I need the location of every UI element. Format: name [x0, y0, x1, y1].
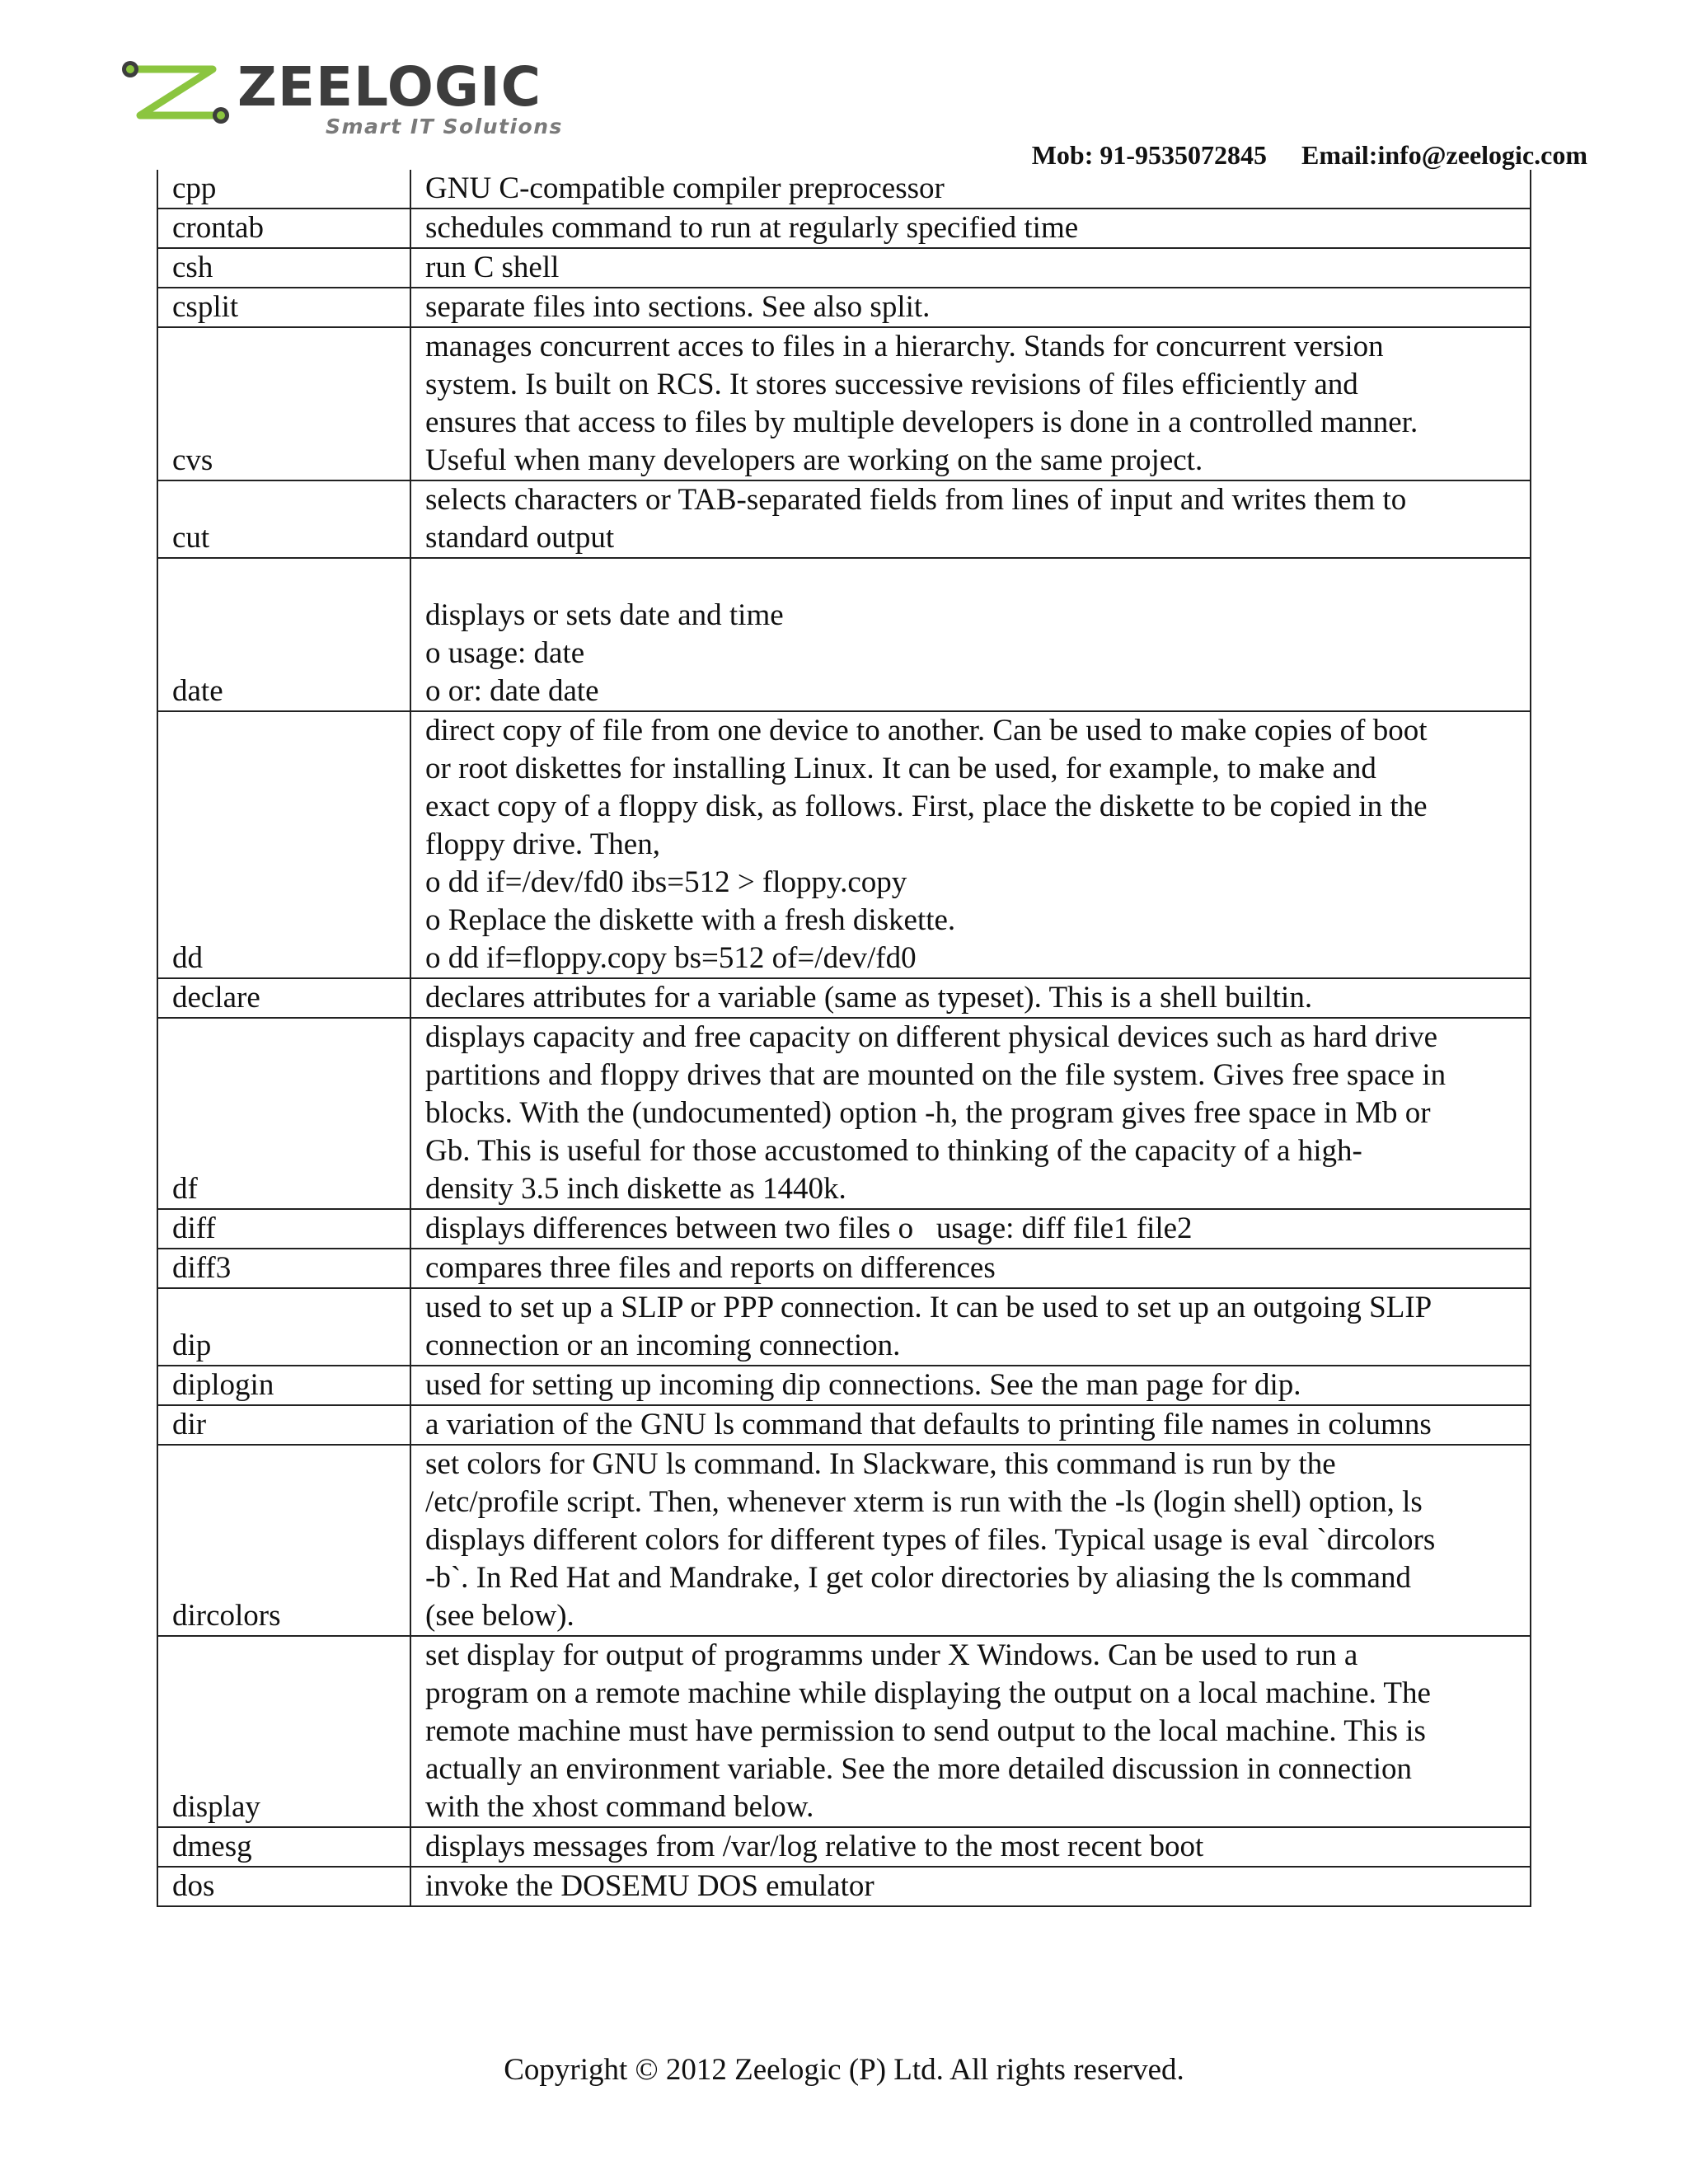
- description-line: exact copy of a floppy disk, as follows. First, place the diskette to be copied in the: [425, 790, 1428, 823]
- command-name: date: [157, 558, 410, 711]
- command-name: diff: [157, 1209, 410, 1249]
- command-description: [410, 978, 1531, 1018]
- zeelogic-logo-graphic: [115, 48, 610, 143]
- description-line: set colors for GNU ls command. In Slackware, this command is run by the: [425, 1447, 1336, 1481]
- command-description: [410, 1405, 1531, 1445]
- description-line: standard output: [425, 521, 615, 555]
- contact-info: [1032, 140, 1587, 171]
- command-description: [410, 170, 1531, 209]
- email-address: Email:info@zeelogic.com: [1301, 140, 1587, 170]
- command-description: [410, 1209, 1531, 1249]
- command-name: cut: [157, 480, 410, 558]
- command-name: cvs: [157, 327, 410, 480]
- command-description: [410, 1445, 1531, 1636]
- description-line: or root diskettes for installing Linux. It can be used, for example, to make and: [425, 752, 1376, 785]
- command-description: [410, 558, 1531, 711]
- description-line: set display for output of programms under X Windows. Can be used to run a: [425, 1638, 1358, 1672]
- table-row: [157, 1366, 1531, 1405]
- command-name: diplogin: [157, 1366, 410, 1405]
- table-row: [157, 170, 1531, 209]
- description-line: Useful when many developers are working on the same project.: [425, 443, 1203, 477]
- description-line: blocks. With the (undocumented) option -h, the program gives free space in Mb or: [425, 1096, 1431, 1130]
- command-description: [410, 248, 1531, 288]
- command-description: [410, 327, 1531, 480]
- description-line: o Replace the diskette with a fresh diskette.: [425, 903, 956, 937]
- logo-tagline: Smart IT Solutions: [326, 115, 563, 138]
- description-line: compares three files and reports on differences: [425, 1251, 996, 1285]
- description-line: displays messages from /var/log relative to the most recent boot: [425, 1830, 1204, 1863]
- command-description: [410, 711, 1531, 978]
- description-line: /etc/profile script. Then, whenever xterm is run with the -ls (login shell) option, ls: [425, 1485, 1423, 1519]
- blank-line: [425, 559, 1520, 597]
- description-line: used to set up a SLIP or PPP connection. It can be used to set up an outgoing SLIP: [425, 1291, 1432, 1324]
- command-name: dir: [157, 1405, 410, 1445]
- description-line: displays different colors for different types of files. Typical usage is eval `dircolors: [425, 1523, 1436, 1557]
- description-line: remote machine must have permission to send output to the local machine. This is: [425, 1714, 1426, 1748]
- command-name: df: [157, 1018, 410, 1209]
- description-line: manages concurrent acces to files in a hierarchy. Stands for concurrent version: [425, 330, 1384, 363]
- table-row: [157, 1867, 1531, 1906]
- command-description: [410, 1249, 1531, 1288]
- description-line: separate files into sections. See also split.: [425, 290, 931, 324]
- command-name: declare: [157, 978, 410, 1018]
- description-line: floppy drive. Then,: [425, 827, 660, 861]
- description-line: o dd if=/dev/fd0 ibs=512 > floppy.copy: [425, 865, 907, 899]
- description-line: a variation of the GNU ls command that defaults to printing file names in columns: [425, 1408, 1432, 1441]
- command-table-body: [157, 170, 1531, 1906]
- circuit-z-icon: [130, 69, 221, 115]
- command-description: [410, 1827, 1531, 1867]
- command-name: crontab: [157, 209, 410, 248]
- table-row: [157, 978, 1531, 1018]
- command-description: [410, 1867, 1531, 1906]
- description-line: ensures that access to files by multiple developers is done in a controlled manner.: [425, 405, 1418, 439]
- table-row: [157, 1445, 1531, 1636]
- command-description: [410, 288, 1531, 327]
- description-line: actually an environment variable. See the more detailed discussion in connection: [425, 1752, 1412, 1786]
- command-name: dd: [157, 711, 410, 978]
- command-name: dip: [157, 1288, 410, 1366]
- description-line: Gb. This is useful for those accustomed to thinking of the capacity of a high-: [425, 1134, 1362, 1168]
- description-line: -b`. In Red Hat and Mandrake, I get color directories by aliasing the ls command: [425, 1561, 1411, 1595]
- table-row: [157, 1288, 1531, 1366]
- description-line: selects characters or TAB-separated fields from lines of input and writes them to: [425, 483, 1407, 517]
- command-name: display: [157, 1636, 410, 1827]
- description-line: declares attributes for a variable (same as typeset). This is a shell builtin.: [425, 981, 1313, 1015]
- table-row: [157, 209, 1531, 248]
- description-line: displays or sets date and time: [425, 598, 784, 632]
- command-name: dircolors: [157, 1445, 410, 1636]
- table-row: [157, 288, 1531, 327]
- command-description: [410, 1636, 1531, 1827]
- description-line: o or: date date: [425, 674, 599, 708]
- description-line: partitions and floppy drives that are mounted on the file system. Gives free space in: [425, 1058, 1447, 1092]
- table-row: [157, 480, 1531, 558]
- table-row: [157, 1827, 1531, 1867]
- table-row: [157, 1249, 1531, 1288]
- table-row: [157, 248, 1531, 288]
- command-name: dos: [157, 1867, 410, 1906]
- company-logo: [115, 48, 610, 143]
- description-line: (see below).: [425, 1599, 574, 1633]
- table-row: [157, 327, 1531, 480]
- description-line: displays capacity and free capacity on different physical devices such as hard drive: [425, 1020, 1438, 1054]
- command-description: [410, 480, 1531, 558]
- copyright-footer: Copyright © 2012 Zeelogic (P) Ltd. All rights reserved.: [504, 2053, 1184, 2087]
- table-row: [157, 1018, 1531, 1209]
- description-line: schedules command to run at regularly specified time: [425, 211, 1079, 245]
- description-line: system. Is built on RCS. It stores successive revisions of files efficiently and: [425, 368, 1358, 401]
- command-table: [157, 170, 1531, 1907]
- command-description: [410, 1288, 1531, 1366]
- table-row: [157, 1636, 1531, 1827]
- command-description: [410, 209, 1531, 248]
- table-row: [157, 1209, 1531, 1249]
- description-line: o dd if=floppy.copy bs=512 of=/dev/fd0: [425, 941, 917, 975]
- command-name: csh: [157, 248, 410, 288]
- description-line: program on a remote machine while displaying the output on a local machine. The: [425, 1676, 1431, 1710]
- description-line: displays differences between two files o usage: diff file1 file2: [425, 1212, 1193, 1245]
- table-row: [157, 711, 1531, 978]
- description-line: density 3.5 inch diskette as 1440k.: [425, 1172, 846, 1206]
- table-row: [157, 1405, 1531, 1445]
- description-line: connection or an incoming connection.: [425, 1329, 901, 1362]
- command-name: cpp: [157, 170, 410, 209]
- command-name: dmesg: [157, 1827, 410, 1867]
- description-line: direct copy of file from one device to another. Can be used to make copies of boot: [425, 714, 1428, 748]
- table-row: [157, 558, 1531, 711]
- command-description: [410, 1018, 1531, 1209]
- command-name: csplit: [157, 288, 410, 327]
- command-name: diff3: [157, 1249, 410, 1288]
- description-line: invoke the DOSEMU DOS emulator: [425, 1869, 874, 1903]
- description-line: GNU C-compatible compiler preprocessor: [425, 171, 945, 205]
- description-line: o usage: date: [425, 636, 585, 670]
- description-line: with the xhost command below.: [425, 1790, 814, 1824]
- logo-brand: ZEELOGIC: [237, 55, 542, 119]
- description-line: used for setting up incoming dip connections. See the man page for dip.: [425, 1368, 1301, 1402]
- mobile-number: Mob: 91-9535072845: [1031, 140, 1267, 170]
- description-line: run C shell: [425, 251, 560, 284]
- command-description: [410, 1366, 1531, 1405]
